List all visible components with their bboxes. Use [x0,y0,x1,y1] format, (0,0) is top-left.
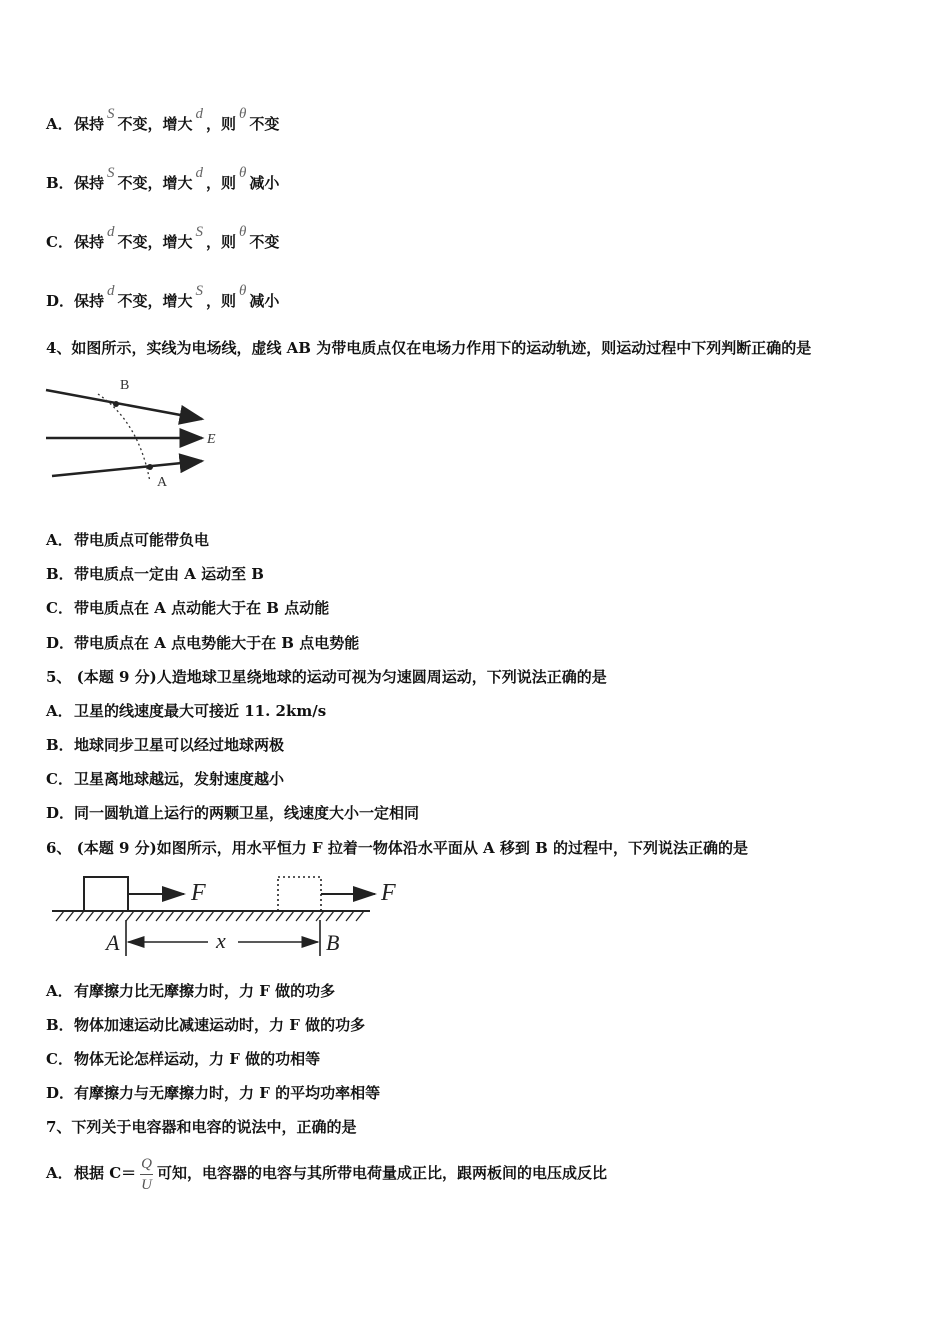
force-displacement-figure [48,870,410,962]
q5-option-c [46,769,284,789]
q3-option-d [46,283,280,312]
math-var: d [195,106,204,122]
option-letter: D． [46,634,75,652]
q7-option-a [46,1153,607,1195]
block-solid [84,877,128,911]
option-text: 卫星的线速度最大可接近 11. 2km/s [74,702,327,720]
option-text: 卫星离地球越远，发射速度越小 [74,770,285,788]
ground-hatching [56,911,364,921]
text: 保持 [74,115,105,133]
label-a: A [157,475,168,490]
block-dotted [278,877,321,911]
option-text: 地球同步卫星可以经过地球两极 [74,736,285,754]
option-text: 根据 C＝ [74,1164,137,1182]
option-text: 可知，电容器的电容与其所带电荷量成正比，跟两板间的电压成反比 [157,1164,608,1182]
text: 不变 [249,115,280,133]
option-text: 带电质点可能带负电 [74,531,210,549]
option-letter: B． [46,1016,74,1034]
label-a: A [106,930,120,955]
q4-option-b [46,564,264,584]
math-var: S [195,224,204,240]
option-letter: C． [46,599,73,617]
option-letter: B． [46,174,74,192]
text: 保持 [74,292,105,310]
math-var: θ [239,106,247,122]
text: 保持 [74,233,105,251]
q4-option-d [46,633,359,653]
math-var: d [107,224,115,240]
q5-option-d [46,803,419,823]
option-letter: A． [46,1164,73,1182]
text: 不变 [249,233,280,251]
option-letter: C． [46,233,73,251]
force-label-1: F [191,880,206,906]
label-b: B [120,378,130,393]
math-var: d [195,165,204,181]
text: ，则 [206,292,237,310]
capacitance-fraction [140,1154,153,1195]
q4-option-a [46,530,209,550]
option-text: 物体加速运动比减速运动时，力 F 做的功多 [74,1016,366,1034]
q5-stem: 5、 (本题 9 分)人造地球卫星绕地球的运动可视为匀速圆周运动，下列说法正确的是 [46,668,607,686]
math-var: S [107,106,115,122]
label-b: B [326,930,340,955]
option-letter: C． [46,770,73,788]
math-var: S [195,283,204,299]
option-letter: A． [46,982,73,1000]
option-letter: A． [46,702,73,720]
option-text: 带电质点在 A 点电势能大于在 B 点电势能 [74,634,360,652]
math-var: S [107,165,115,181]
option-letter: D． [46,804,75,822]
q3-option-a [46,106,280,135]
q3-option-b [46,165,280,194]
fraction-numerator: Q [140,1154,153,1175]
q6-stem: 6、 (本题 9 分)如图所示，用水平恒力 F 拉着一物体沿水平面从 A 移到 B 的过程中，下列说法正确的是 [46,839,749,857]
option-text: 带电质点一定由 A 运动至 B [74,565,264,583]
label-x: x [216,928,226,953]
math-var: θ [239,283,247,299]
option-letter: B． [46,565,74,583]
q6-option-c [46,1049,320,1069]
q4-option-c [46,598,329,618]
q5-option-a [46,701,326,721]
option-letter: B． [46,736,74,754]
text: 不变，增大 [117,292,193,310]
q6-option-b [46,1015,365,1035]
math-var: d [107,283,115,299]
fraction-denominator: U [141,1176,153,1193]
text: 不变，增大 [117,174,193,192]
text: ，则 [206,115,237,133]
text: ，则 [206,174,237,192]
q4-stem: 4、如图所示，实线为电场线，虚线 AB 为带电质点仅在电场力作用下的运动轨迹，则运动过程中下列判断正确的是 [46,339,812,357]
text: 减小 [249,174,280,192]
text: 减小 [249,292,280,310]
math-var: θ [239,224,247,240]
text: 不变，增大 [117,233,193,251]
electric-field-figure [44,372,224,494]
text: ，则 [206,233,237,251]
option-letter: C． [46,1050,73,1068]
q6-option-a [46,981,335,1001]
option-text: 同一圆轨道上运行的两颗卫星，线速度大小一定相同 [74,804,420,822]
point-b [113,401,119,407]
option-text: 带电质点在 A 点动能大于在 B 点动能 [74,599,330,617]
field-line-bottom [52,461,202,476]
text: 不变，增大 [117,115,193,133]
q3-option-c [46,224,280,253]
q6-option-d [46,1083,380,1103]
text: 保持 [74,174,105,192]
option-letter: A． [46,115,73,133]
option-letter: D． [46,292,75,310]
option-letter: A． [46,531,73,549]
label-e: E [207,432,216,447]
option-letter: D． [46,1084,75,1102]
option-text: 有摩擦力比无摩擦力时，力 F 做的功多 [74,982,336,1000]
option-text: 有摩擦力与无摩擦力时，力 F 的平均功率相等 [74,1084,381,1102]
q5-option-b [46,735,284,755]
field-line-top [46,390,202,419]
option-text: 物体无论怎样运动，力 F 做的功相等 [74,1050,321,1068]
math-var: θ [239,165,247,181]
force-label-2: F [381,880,396,906]
point-a [147,464,153,470]
q7-stem: 7、下列关于电容器和电容的说法中，正确的是 [46,1118,357,1136]
